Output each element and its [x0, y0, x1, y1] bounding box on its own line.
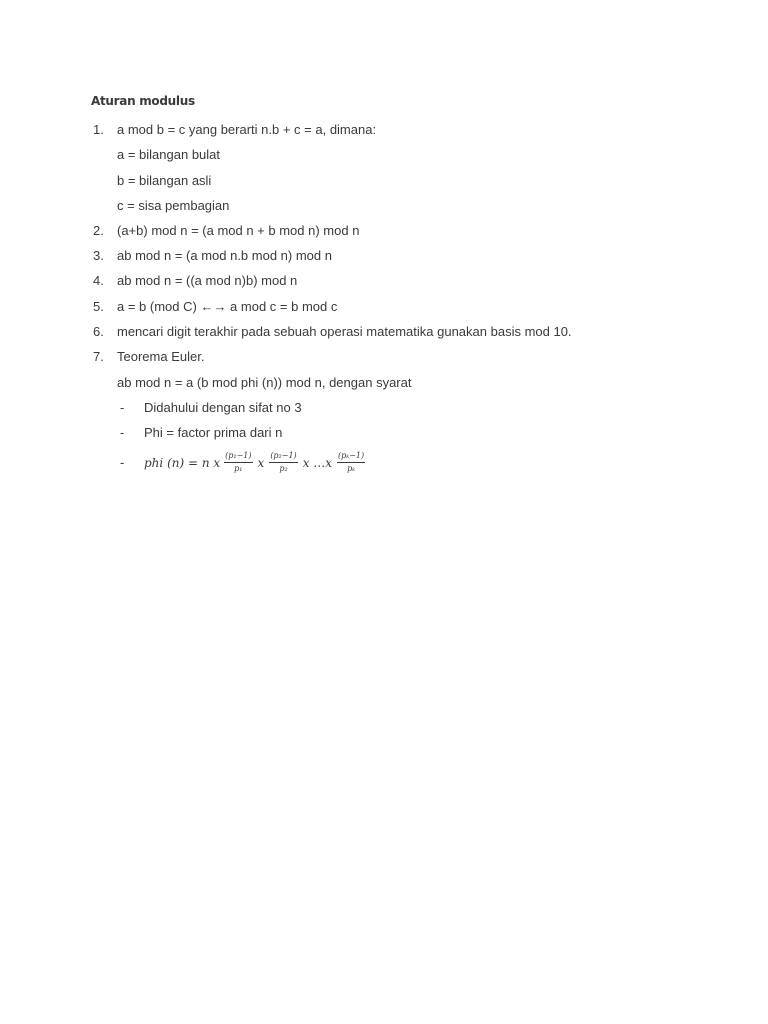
list-item-1-text: a mod b = c yang berarti n.b + c = a, dimana:	[117, 122, 377, 137]
bullet-text-2: Phi = factor prima dari n	[144, 425, 283, 440]
list-item-1-sub-c: c = sisa pembagian	[117, 198, 230, 213]
formula-fraction-3	[337, 451, 365, 474]
list-number-2: 2.	[93, 223, 104, 238]
list-item-6-text: mencari digit terakhir pada sebuah operasi matematika gunakan basis mod 10.	[117, 324, 572, 339]
list-number-4: 4.	[93, 273, 104, 288]
list-number-5: 5.	[93, 299, 104, 314]
list-number-3: 3.	[93, 248, 104, 263]
phi-formula	[144, 451, 369, 474]
bullet-dash-2: -	[120, 425, 125, 440]
formula-fraction-2	[269, 451, 297, 474]
list-item-5-text: a = b (mod C) ←→ a mod c = b mod c	[117, 299, 338, 314]
formula-operator-2: x …x	[302, 455, 333, 470]
list-item-3-text: ab mod n = (a mod n.b mod n) mod n	[117, 248, 332, 263]
bullet-dash-1: -	[120, 400, 125, 415]
list-number-7: 7.	[93, 349, 104, 364]
formula-lhs: phi (n) = n x	[144, 455, 221, 470]
bullet-dash-3: -	[120, 455, 125, 470]
list-item-7-sub: ab mod n = a (b mod phi (n)) mod n, dengan syarat	[117, 375, 412, 390]
formula-fraction-2-numerator: (p₂−1)	[269, 451, 297, 463]
formula-fraction-3-numerator: (pₖ−1)	[337, 451, 365, 463]
formula-fraction-1-numerator: (p₁−1)	[224, 451, 252, 463]
bullet-text-1: Didahului dengan sifat no 3	[144, 400, 302, 415]
list-item-2-text: (a+b) mod n = (a mod n + b mod n) mod n	[117, 223, 360, 238]
formula-fraction-1	[224, 451, 252, 474]
list-item-4-text: ab mod n = ((a mod n)b) mod n	[117, 273, 298, 288]
list-number-6: 6.	[93, 324, 104, 339]
formula-fraction-2-denominator: p₂	[279, 464, 288, 473]
list-item-7-text: Teorema Euler.	[117, 349, 205, 364]
formula-operator-1: x	[257, 455, 265, 470]
list-number-1: 1.	[93, 122, 104, 137]
formula-fraction-3-denominator: pₖ	[347, 464, 356, 473]
document-heading: Aturan modulus	[91, 94, 195, 108]
list-item-1-sub-a: a = bilangan bulat	[117, 147, 221, 162]
list-item-1-sub-b: b = bilangan asli	[117, 173, 212, 188]
formula-fraction-1-denominator: p₁	[234, 464, 243, 473]
